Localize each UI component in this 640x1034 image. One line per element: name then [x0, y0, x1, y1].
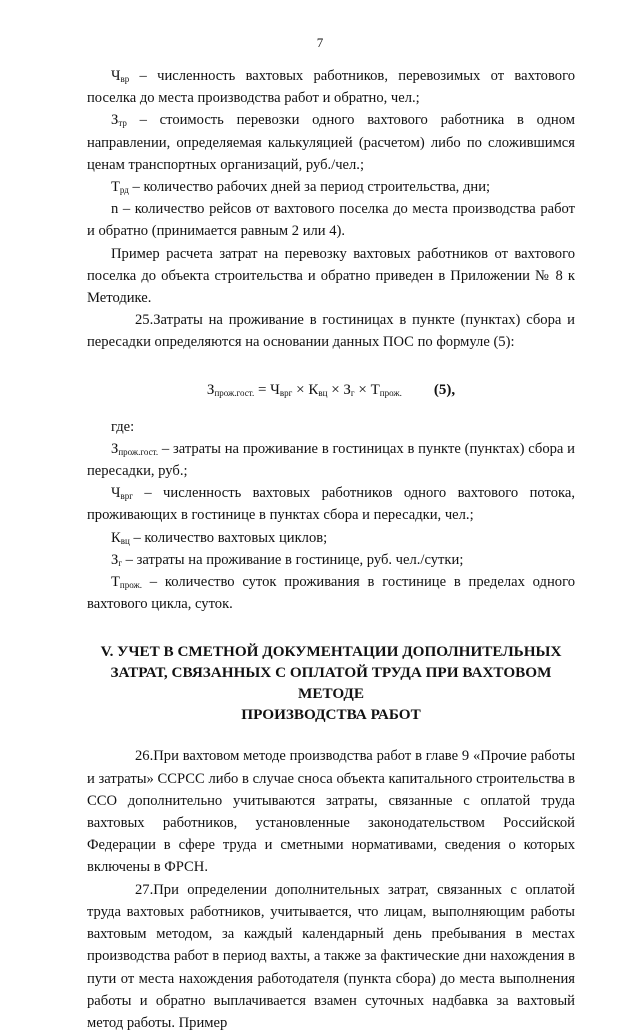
where-label: где: — [111, 418, 135, 435]
definition-ztr: $З_{тр}$ – стоимость перевозки одного вахтового работника в одном направлении, определяемая калькуляцией (расчетом) либо по сложившимся ценам транспортных организаций, руб./чел.; — [87, 112, 575, 173]
page-number: 7 — [316, 35, 324, 50]
section-heading — [87, 641, 575, 725]
example-paragraph: Пример расчета затрат на перевозку вахтовых работников от вахтового поселка до объекта строительства и обратно приведен в Приложении № 8 к Методике. — [87, 245, 575, 307]
item-27: 27.При определении дополнительных затрат, связанных с оплатой труда вахтовых работников, учитывается, что лицам, выполняющим работы вахтовым методом, за каждый календарный день пребывания в местах производства работ в период вахты, а также за фактические дни нахождения в пути от места нахождения работодателя (пункта сбора) до места выполнения работы и обратно выплачивается взамен суточных надбавка за вахтовый метод работы. Пример — [87, 879, 575, 1034]
definition-zg: $З_г$ – затраты на проживание в гостинице, руб. чел./сутки; — [111, 551, 464, 568]
item-number: 27. — [135, 881, 154, 898]
document-body — [87, 65, 575, 1034]
item-25: 25.Затраты на проживание в гостиницах в пункте (пунктах) сбора и пересадки определяются на основании данных ПОС по формуле (5): — [87, 309, 575, 353]
section-heading-line: ЗАТРАТ, СВЯЗАННЫХ С ОПЛАТОЙ ТРУДА ПРИ ВАХТОВОМ МЕТОДЕ — [110, 664, 552, 703]
definition-tprozh: $Т_{прож.}$ – количество суток проживания в гостинице в пределах одного вахтового цикла, суток. — [87, 574, 575, 613]
item-number: 25. — [135, 312, 154, 329]
definition-n: n – количество рейсов от вахтового поселка до места производства работ и обратно (принимается равным 2 или 4). — [87, 201, 575, 240]
section-heading-line: ПРОИЗВОДСТВА РАБОТ — [241, 706, 421, 724]
item-number: 26. — [135, 748, 154, 765]
item-26: 26.При вахтовом методе производства работ в главе 9 «Прочие работы и затраты» ССРСС либо в случае сноса объекта капитального строительства в ССО дополнительно учитываются затраты, связанные с оплатой труда вахтовых работников, установленные законодательством Российской Федерации в сфере труда и сметными нормативами, сведения о которых включены в ФРСН. — [87, 745, 575, 878]
section-heading-line: V. УЧЕТ В СМЕТНОЙ ДОКУМЕНТАЦИИ ДОПОЛНИТЕЛЬНЫХ — [100, 643, 562, 661]
definition-trd: $Т_{рд}$ – количество рабочих дней за период строительства, дни; — [111, 179, 491, 196]
definition-kvc: $К_{вц}$ – количество вахтовых циклов; — [111, 529, 328, 546]
formula-5: $З_{прож.гост.} = Ч_{врг} \times К_{вц} \times З_г \times Т_{прож.}$ (5), — [206, 381, 456, 398]
definition-chvr: $Ч_{вр}$ – численность вахтовых работников, перевозимых от вахтового поселка до места производства работ и обратно, чел.; — [87, 68, 575, 107]
formula-number: (5), — [433, 381, 456, 398]
definition-zprozhgost: $З_{прож.гост.}$ – затраты на проживание в гостиницах в пункте (пунктах) сбора и пересадки, руб.; — [87, 440, 575, 480]
definition-chvrg: $Ч_{врг}$ – численность вахтовых работников одного вахтового потока, проживающих в гостинице в пунктах сбора и пересадки, чел.; — [87, 485, 575, 524]
